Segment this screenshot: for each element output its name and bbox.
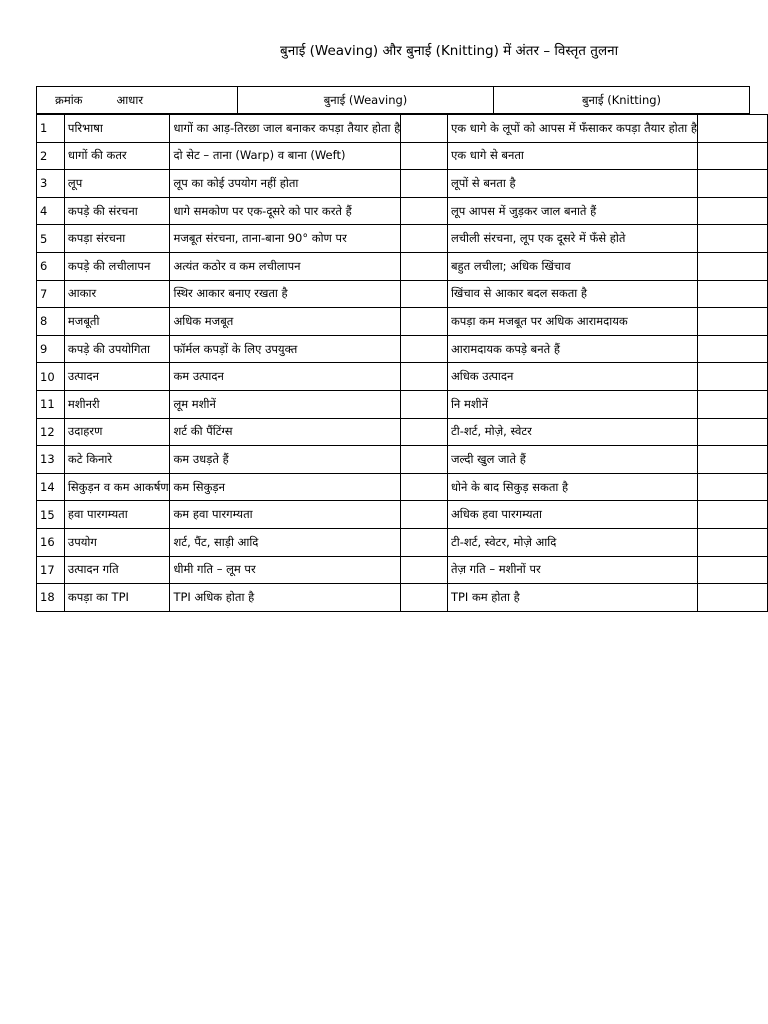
row-knitting <box>447 473 697 501</box>
row-weaving-text: अत्यंत कठोर व कम लचीलापन <box>173 258 301 273</box>
row-knitting-text: बहुत लचीला; अधिक खिंचाव <box>450 258 571 273</box>
row-weaving-spacer <box>401 252 448 280</box>
row-weaving-text: शर्ट की पैंटिंग्स <box>173 424 233 439</box>
table-row <box>37 528 768 556</box>
row-basis <box>64 308 170 336</box>
row-number: 10 <box>37 363 65 391</box>
row-knitting-spacer <box>698 473 768 501</box>
table-row <box>37 418 768 446</box>
row-knitting-spacer <box>698 142 768 170</box>
table-row <box>37 225 768 253</box>
row-number: 4 <box>37 197 65 225</box>
row-weaving <box>170 252 401 280</box>
table-row <box>37 363 768 391</box>
row-knitting-text: TPI कम होता है <box>450 589 520 604</box>
row-knitting-spacer <box>698 390 768 418</box>
row-weaving-spacer <box>401 501 448 529</box>
row-basis <box>64 446 170 474</box>
row-knitting <box>447 115 697 143</box>
row-knitting-text: टी-शर्ट, मोज़े, स्वेटर <box>450 424 532 439</box>
row-knitting-text: अधिक हवा पारगम्यता <box>450 507 543 522</box>
row-knitting-spacer <box>698 280 768 308</box>
row-knitting-text: एक धागे के लूपों को आपस में फँसाकर कपड़ा तैयार होता है <box>450 120 698 135</box>
row-knitting-text: लचीली संरचना, लूप एक दूसरे में फँसे होते <box>450 231 626 246</box>
row-weaving-text: अधिक मजबूत <box>173 313 234 328</box>
row-weaving-spacer <box>401 363 448 391</box>
row-number: 6 <box>37 252 65 280</box>
row-basis-text: कपड़ा का TPI <box>67 589 129 604</box>
row-weaving-spacer <box>401 390 448 418</box>
row-basis-text: धागों की कतर <box>67 148 127 163</box>
row-basis-text: उदाहरण <box>67 424 103 439</box>
row-knitting-text: खिंचाव से आकार बदल सकता है <box>450 286 588 301</box>
header-basis: आधार <box>116 92 144 107</box>
header-serial: क्रमांक <box>55 92 83 107</box>
row-knitting-spacer <box>698 115 768 143</box>
row-knitting <box>447 308 697 336</box>
row-number: 14 <box>37 473 65 501</box>
row-basis-text: कपड़े की संरचना <box>67 203 138 218</box>
table-row <box>37 335 768 363</box>
row-number: 13 <box>37 446 65 474</box>
row-weaving-spacer <box>401 142 448 170</box>
row-number: 17 <box>37 556 65 584</box>
row-knitting-spacer <box>698 363 768 391</box>
row-knitting <box>447 225 697 253</box>
document-title: बुनाई (Weaving) और बुनाई (Knitting) में अंतर – विस्तृत तुलना <box>280 43 619 59</box>
row-weaving <box>170 170 401 198</box>
row-weaving-text: कम सिकुड़न <box>173 479 225 494</box>
row-weaving-text: धागों का आड़-तिरछा जाल बनाकर कपड़ा तैयार होता है <box>173 120 401 135</box>
row-knitting-spacer <box>698 197 768 225</box>
row-knitting-text: तेज़ गति – मशीनों पर <box>450 562 541 577</box>
row-basis-text: सिकुड़न व कम आकर्षण <box>67 479 169 494</box>
row-weaving-spacer <box>401 280 448 308</box>
table-row <box>37 501 768 529</box>
row-weaving <box>170 115 401 143</box>
row-knitting-text: धोने के बाद सिकुड़ सकता है <box>450 479 569 494</box>
row-knitting <box>447 335 697 363</box>
row-weaving-text: कम हवा पारगम्यता <box>173 507 253 522</box>
table-row <box>37 142 768 170</box>
row-weaving-text: कम उधड़ते हैं <box>173 451 229 466</box>
row-knitting <box>447 390 697 418</box>
row-number: 11 <box>37 390 65 418</box>
row-knitting-spacer <box>698 225 768 253</box>
comparison-table <box>36 114 768 612</box>
row-weaving-text: TPI अधिक होता है <box>173 589 255 604</box>
row-knitting-spacer <box>698 501 768 529</box>
row-basis-text: उत्पादन <box>67 369 99 384</box>
row-weaving-text: मजबूत संरचना, ताना-बाना 90° कोण पर <box>173 231 347 246</box>
row-weaving <box>170 584 401 612</box>
row-weaving-spacer <box>401 197 448 225</box>
row-knitting-text: टी-शर्ट, स्वेटर, मोज़े आदि <box>450 534 557 549</box>
table-row <box>37 115 768 143</box>
header-serial-basis <box>37 87 238 114</box>
table-row <box>37 197 768 225</box>
row-number: 3 <box>37 170 65 198</box>
row-knitting-text: नि मशीनें <box>450 396 489 411</box>
comparison-rows <box>37 115 768 612</box>
row-basis <box>64 142 170 170</box>
row-weaving-text: स्थिर आकार बनाए रखता है <box>173 286 288 301</box>
row-basis <box>64 528 170 556</box>
row-weaving <box>170 280 401 308</box>
row-weaving-spacer <box>401 308 448 336</box>
header-row <box>37 87 750 114</box>
row-weaving-spacer <box>401 528 448 556</box>
table-row <box>37 473 768 501</box>
row-weaving-spacer <box>401 556 448 584</box>
row-knitting-spacer <box>698 528 768 556</box>
row-weaving-spacer <box>401 584 448 612</box>
row-number: 9 <box>37 335 65 363</box>
row-basis-text: उत्पादन गति <box>67 562 119 577</box>
row-basis-text: कटे किनारे <box>67 451 113 466</box>
row-knitting-spacer <box>698 170 768 198</box>
row-basis <box>64 280 170 308</box>
row-weaving-spacer <box>401 473 448 501</box>
row-basis <box>64 584 170 612</box>
row-weaving <box>170 363 401 391</box>
table-row <box>37 280 768 308</box>
table-row <box>37 446 768 474</box>
row-basis <box>64 115 170 143</box>
row-basis <box>64 335 170 363</box>
row-number: 15 <box>37 501 65 529</box>
row-weaving <box>170 528 401 556</box>
table-row <box>37 308 768 336</box>
row-weaving <box>170 556 401 584</box>
row-weaving-spacer <box>401 418 448 446</box>
row-knitting-spacer <box>698 446 768 474</box>
row-weaving <box>170 418 401 446</box>
row-weaving <box>170 335 401 363</box>
row-basis <box>64 501 170 529</box>
table-row <box>37 390 768 418</box>
table-row <box>37 584 768 612</box>
row-basis-text: लूप <box>67 175 83 190</box>
row-knitting-text: एक धागे से बनता <box>450 148 524 163</box>
row-basis-text: मशीनरी <box>67 396 100 411</box>
row-knitting-spacer <box>698 308 768 336</box>
row-basis <box>64 473 170 501</box>
row-basis-text: उपयोग <box>67 534 97 549</box>
row-knitting <box>447 584 697 612</box>
row-weaving-text: लूप का कोई उपयोग नहीं होता <box>173 175 299 190</box>
row-weaving-spacer <box>401 170 448 198</box>
row-knitting-spacer <box>698 556 768 584</box>
row-basis <box>64 225 170 253</box>
row-weaving <box>170 446 401 474</box>
row-basis <box>64 170 170 198</box>
row-knitting-text: जल्दी खुल जाते हैं <box>450 451 526 466</box>
header-knitting: बुनाई (Knitting) <box>494 87 750 114</box>
row-knitting <box>447 170 697 198</box>
row-weaving <box>170 142 401 170</box>
row-weaving <box>170 197 401 225</box>
row-weaving-spacer <box>401 225 448 253</box>
row-knitting <box>447 446 697 474</box>
row-number: 7 <box>37 280 65 308</box>
row-weaving-text: धागे समकोण पर एक-दूसरे को पार करते हैं <box>173 203 352 218</box>
row-knitting-text: अधिक उत्पादन <box>450 369 514 384</box>
row-knitting-text: लूपों से बनता है <box>450 175 516 190</box>
row-basis-text: आकार <box>67 286 97 301</box>
row-knitting <box>447 252 697 280</box>
row-knitting-spacer <box>698 584 768 612</box>
row-basis <box>64 197 170 225</box>
row-weaving-spacer <box>401 335 448 363</box>
row-weaving <box>170 501 401 529</box>
row-basis-text: कपड़े की लचीलापन <box>67 258 151 273</box>
row-basis-text: मजबूती <box>67 313 100 328</box>
table-header <box>36 86 750 114</box>
table-row <box>37 252 768 280</box>
row-weaving-text: लूम मशीनें <box>173 396 216 411</box>
row-number: 12 <box>37 418 65 446</box>
row-basis <box>64 390 170 418</box>
row-knitting <box>447 142 697 170</box>
row-weaving-spacer <box>401 446 448 474</box>
row-basis <box>64 556 170 584</box>
row-knitting <box>447 501 697 529</box>
row-number: 18 <box>37 584 65 612</box>
row-weaving <box>170 473 401 501</box>
row-knitting-text: लूप आपस में जुड़कर जाल बनाते हैं <box>450 203 597 218</box>
row-knitting-text: आरामदायक कपड़े बनते हैं <box>450 341 560 356</box>
row-weaving <box>170 390 401 418</box>
row-weaving <box>170 308 401 336</box>
row-basis-text: परिभाषा <box>67 120 103 135</box>
row-basis <box>64 252 170 280</box>
row-weaving <box>170 225 401 253</box>
table-row <box>37 556 768 584</box>
row-knitting-spacer <box>698 418 768 446</box>
row-basis-text: कपड़े की उपयोगिता <box>67 341 151 356</box>
row-number: 2 <box>37 142 65 170</box>
row-knitting <box>447 363 697 391</box>
row-number: 1 <box>37 115 65 143</box>
row-basis <box>64 363 170 391</box>
row-number: 8 <box>37 308 65 336</box>
row-knitting-spacer <box>698 252 768 280</box>
row-basis <box>64 418 170 446</box>
row-number: 16 <box>37 528 65 556</box>
table-row <box>37 170 768 198</box>
row-weaving-text: फॉर्मल कपड़ों के लिए उपयुक्त <box>173 341 298 356</box>
row-weaving-text: शर्ट, पैंट, साड़ी आदि <box>173 534 259 549</box>
row-knitting <box>447 418 697 446</box>
row-knitting-text: कपड़ा कम मजबूत पर अधिक आरामदायक <box>450 313 628 328</box>
row-basis-text: हवा पारगम्यता <box>67 507 128 522</box>
row-number: 5 <box>37 225 65 253</box>
header-weaving: बुनाई (Weaving) <box>238 87 494 114</box>
row-knitting-spacer <box>698 335 768 363</box>
row-knitting <box>447 528 697 556</box>
row-basis-text: कपड़ा संरचना <box>67 231 126 246</box>
row-weaving-text: कम उत्पादन <box>173 369 224 384</box>
row-knitting <box>447 556 697 584</box>
row-weaving-text: दो सेट – ताना (Warp) व बाना (Weft) <box>173 148 346 163</box>
row-knitting <box>447 280 697 308</box>
row-weaving-spacer <box>401 115 448 143</box>
row-knitting <box>447 197 697 225</box>
row-weaving-text: धीमी गति – लूम पर <box>173 562 256 577</box>
